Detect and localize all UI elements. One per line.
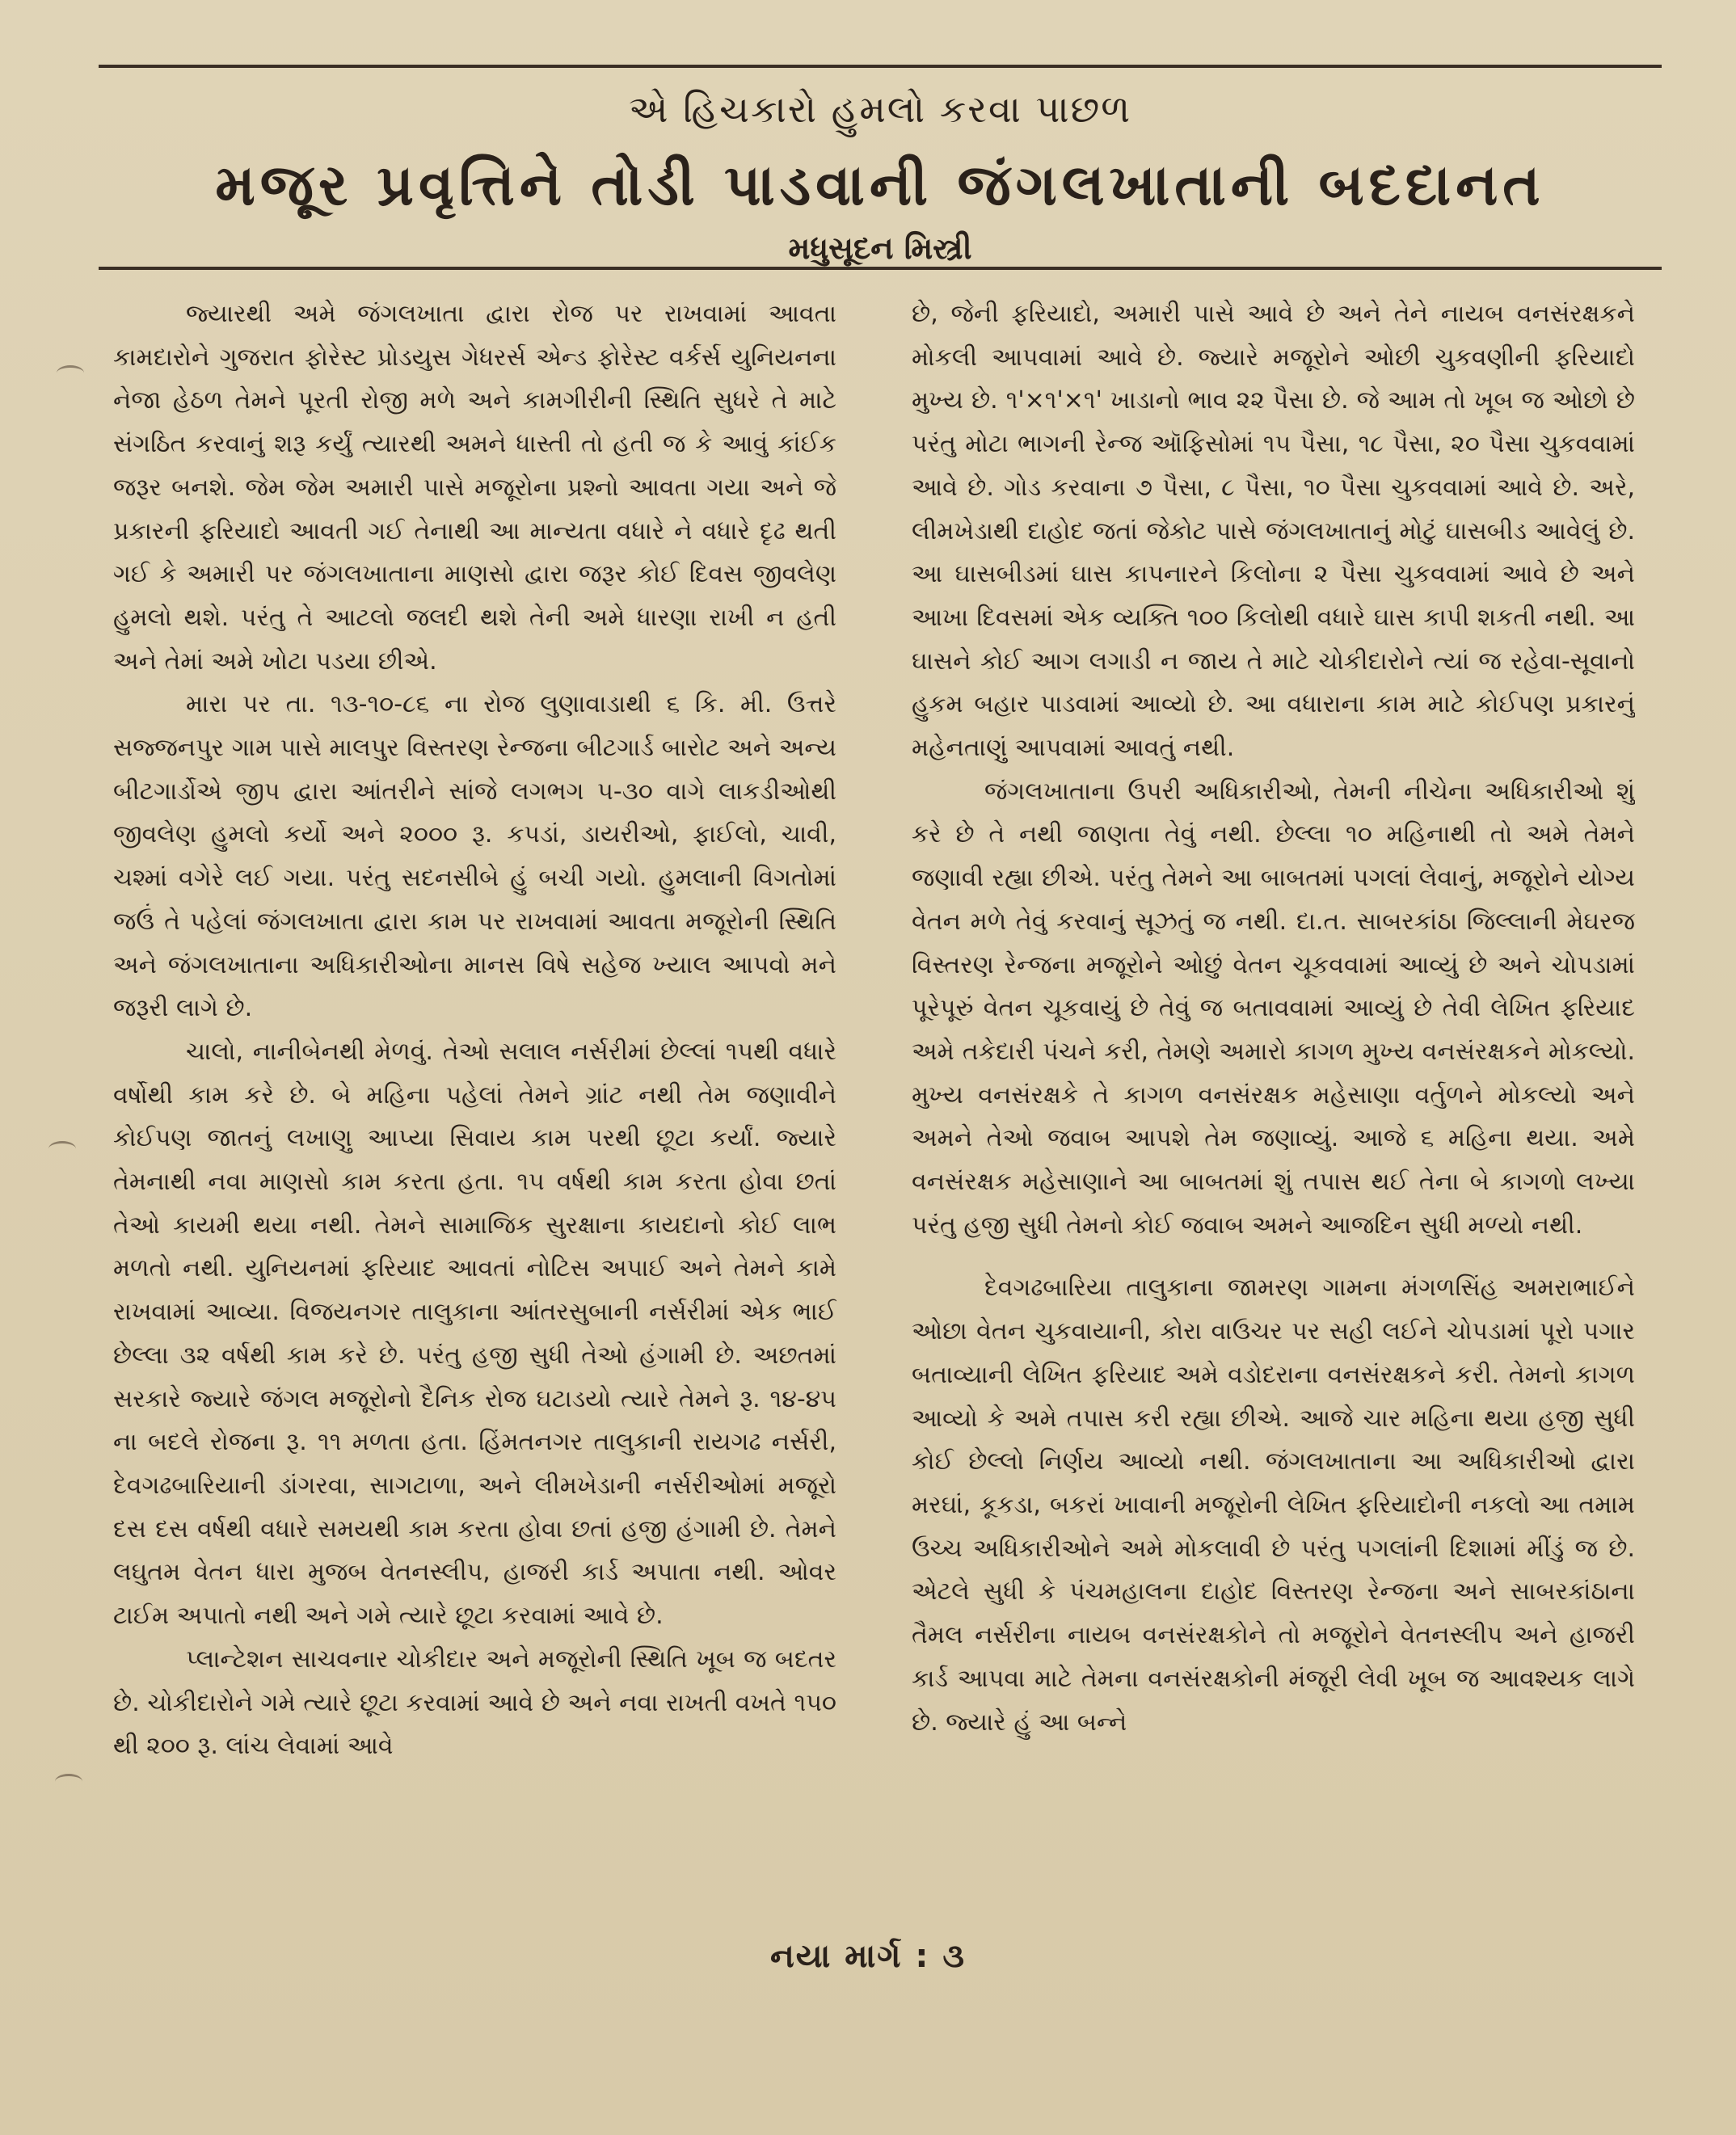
byline-rule — [99, 267, 1662, 270]
article-column-right — [912, 293, 1635, 1901]
punch-hole-mark — [55, 1774, 82, 1789]
article-column-left — [113, 293, 836, 1901]
page-footer: નયા માર્ગ : ૩ — [769, 1938, 966, 1975]
article-byline: મધુસૂદન મિસ્ત્રી — [788, 230, 972, 266]
paragraph: ચાલો, નાનીબેનથી મેળવું. તેઓ સલાલ નર્સરીમાં છેલ્લાં ૧૫થી વધારે વર્ષોથી કામ કરે છે. બે મહિના પહેલાં તેમને ગ્રાંટ નથી તેમ જણાવીને કોઈપણ જાતનું લખાણુ આપ્યા સિવાય કામ પરથી છૂટા કર્યાં. જ્યારે તેમનાથી નવા માણસો કામ કરતા હતા. ૧૫ વર્ષથી કામ કરતા હોવા છતાં તેઓ કાયમી થયા નથી. તેમને સામાજિક સુરક્ષાના કાયદાનો કોઈ લાભ મળતો નથી. યુનિયનમાં ફરિયાદ આવતાં નોટિસ અપાઈ અને તેમને કામે રાખવામાં આવ્યા. વિજયનગર તાલુકાના આંતરસુબાની નર્સરીમાં એક ભાઈ છેલ્લા ૩૨ વર્ષથી કામ કરે છે. પરંતુ હજી સુધી તેઓ હંગામી છે. અછતમાં સરકારે જ્યારે જંગલ મજૂરોનો દૈનિક રોજ ઘટાડયો ત્યારે તેમને રૂ. ૧૪-૪૫ ના બદલે રોજના રૂ. ૧૧ મળતા હતા. હિંમતનગર તાલુકાની રાયગઢ નર્સરી, દેવગઢબારિયાની ડાંગરવા, સાગટાળા, અને લીમખેડાની નર્સરીઓમાં મજૂરો દસ દસ વર્ષથી વધારે સમયથી કામ કરતા હોવા છતાં હજી હંગામી છે. તેમને લઘુતમ વેતન ધારા મુજબ વેતનસ્લીપ, હાજરી કાર્ડ અપાતા નથી. ઓવર ટાઈમ અપાતો નથી અને ગમે ત્યારે છૂટા કરવામાં આવે છે. — [113, 1037, 836, 1631]
paragraph: દેવગઢબારિયા તાલુકાના જામરણ ગામના મંગળસિંહ અમરાભાઈને ઓછા વેતન ચુકવાયાની, કોરા વાઉચર પર સહી લઈને ચોપડામાં પૂરો પગાર બતાવ્યાની લેખિત ફરિયાદ અમે વડોદરાના વનસંરક્ષકને કરી. તેમનો કાગળ આવ્યો કે અમે તપાસ કરી રહ્યા છીએ. આજે ચાર મહિના થયા હજી સુધી કોઈ છેલ્લો નિર્ણય આવ્યો નથી. જંગલખાતાના આ અધિકારીઓ દ્વારા મરઘાં, કૂકડા, બકરાં ખાવાની મજૂરોની લેખિત ફરિયાદોની નકલો આ તમામ ઉચ્ચ અધિકારીઓને અમે મોકલાવી છે પરંતુ પગલાંની દિશામાં મીંડું જ છે. એટલે સુધી કે પંચમહાલના દાહોદ વિસ્તરણ રેન્જના અને સાબરકાંઠાના તૈમલ નર્સરીના નાયબ વનસંરક્ષકોને તો મજૂરોને વેતનસ્લીપ અને હાજરી કાર્ડ આપવા માટે તેમના વનસંરક્ષકોની મંજૂરી લેવી ખૂબ જ આવશ્યક લાગે છે. જ્યારે હું આ બન્ને — [912, 1274, 1635, 1737]
article-kicker: એ હિચકારો હુમલો કરવા પાછળ — [628, 87, 1132, 131]
top-rule — [99, 65, 1662, 68]
punch-hole-mark — [57, 365, 84, 381]
paragraph: જ્યારથી અમે જંગલખાતા દ્વારા રોજ પર રાખવામાં આવતા કામદારોને ગુજરાત ફોરેસ્ટ પ્રોડયુસ ગેધરર્સ એન્ડ ફોરેસ્ટ વર્કર્સ યુનિયનના નેજા હેઠળ તેમને પૂરતી રોજી મળે અને કામગીરીની સ્થિતિ સુધરે તે માટે સંગઠિત કરવાનું શરૂ કર્યું ત્યારથી અમને ધાસ્તી તો હતી જ કે આવું કાંઈક જરૂર બનશે. જેમ જેમ અમારી પાસે મજૂરોના પ્રશ્નો આવતા ગયા અને જે પ્રકારની ફરિયાદો આવતી ગઈ તેનાથી આ માન્યતા વધારે ને વધારે દૃઢ થતી ગઈ કે અમારી પર જંગલખાતાના માણસો દ્વારા જરૂર કોઈ દિવસ જીવલેણ હુમલો થશે. પરંતુ તે આટલો જલદી થશે તેની અમે ધારણા રાખી ન હતી અને તેમાં અમે ખોટા પડયા છીએ. — [113, 300, 836, 676]
paragraph: છે, જેની ફરિયાદો, અમારી પાસે આવે છે અને તેને નાયબ વનસંરક્ષકને મોકલી આપવામાં આવે છે. જ્યારે મજૂરોને ઓછી ચુકવણીની ફરિયાદો મુખ્ય છે. ૧'×૧'×૧' ખાડાનો ભાવ ૨૨ પૈસા છે. જે આમ તો ખૂબ જ ઓછો છે પરંતુ મોટા ભાગની રેન્જ ઑફિસોમાં ૧૫ પૈસા, ૧૮ પૈસા, ૨૦ પૈસા ચુકવવામાં આવે છે. ગોડ કરવાના ૭ પૈસા, ૮ પૈસા, ૧૦ પૈસા ચુકવવામાં આવે છે. અરે, લીમખેડાથી દાહોદ જતાં જેકોટ પાસે જંગલખાતાનું મોટું ઘાસબીડ આવેલું છે. આ ઘાસબીડમાં ઘાસ કાપનારને કિલોના ૨ પૈસા ચુકવવામાં આવે છે અને આખા દિવસમાં એક વ્યક્તિ ૧૦૦ કિલોથી વધારે ઘાસ કાપી શકતી નથી. આ ઘાસને કોઈ આગ લગાડી ન જાય તે માટે ચોકીદારોને ત્યાં જ રહેવા-સૂવાનો હુકમ બહાર પાડવામાં આવ્યો છે. આ વધારાના કામ માટે કોઈપણ પ્રકારનું મહેનતાણું આપવામાં આવતું નથી. — [912, 300, 1635, 763]
article-headline: મજૂર પ્રવૃત્તિને તોડી પાડવાની જંગલખાતાની બદદાનત — [215, 152, 1545, 218]
punch-hole-mark — [48, 1141, 76, 1156]
paragraph: પ્લાન્ટેશન સાચવનાર ચોકીદાર અને મજૂરોની સ્થિતિ ખૂબ જ બદતર છે. ચોકીદારોને ગમે ત્યારે છૂટા કરવામાં આવે છે અને નવા રાખતી વખતે ૧૫૦ થી ૨૦૦ રૂ. લાંચ લેવામાં આવે — [113, 1644, 836, 1761]
paragraph: જંગલખાતાના ઉપરી અધિકારીઓ, તેમની નીચેના અધિકારીઓ શું કરે છે તે નથી જાણતા તેવું નથી. છેલ્લા ૧૦ મહિનાથી તો અમે તેમને જણાવી રહ્યા છીએ. પરંતુ તેમને આ બાબતમાં પગલાં લેવાનું, મજૂરોને યોગ્ય વેતન મળે તેવું કરવાનું સૂઝતું જ નથી. દા.ત. સાબરકાંઠા જિલ્લાની મેઘરજ વિસ્તરણ રેન્જના મજૂરોને ઓછું વેતન ચૂકવવામાં આવ્યું છે અને ચોપડામાં પૂરેપૂરું વેતન ચૂકવાયું છે તેવું જ બતાવવામાં આવ્યું છે તેવી લેખિત ફરિયાદ અમે તકેદારી પંચને કરી, તેમણે અમારો કાગળ મુખ્ય વનસંરક્ષકને મોકલ્યો. મુખ્ય વનસંરક્ષકે તે કાગળ વનસંરક્ષક મહેસાણા વર્તુળને મોકલ્યો અને અમને તેઓ જવાબ આપશે તેમ જણાવ્યું. આજે ૬ મહિના થયા. અમે વનસંરક્ષક મહેસાણાને આ બાબતમાં શું તપાસ થઈ તેના બે કાગળો લખ્યા પરંતુ હજી સુધી તેમનો કોઈ જવાબ અમને આજદિન સુધી મળ્યો નથી. — [912, 777, 1635, 1240]
paragraph: મારા પર તા. ૧૩-૧૦-૮૬ ના રોજ લુણાવાડાથી ૬ કિ. મી. ઉત્તરે સજ્જનપુર ગામ પાસે માલપુર વિસ્તરણ રેન્જના બીટગાર્ડ બારોટ અને અન્ય બીટગાર્ડોએ જીપ દ્વારા આંતરીને સાંજે લગભગ ૫-૩૦ વાગે લાકડીઓથી જીવલેણ હુમલો કર્યો અને ૨૦૦૦ રૂ. કપડાં, ડાયરીઓ, ફાઈલો, ચાવી, ચશ્માં વગેરે લઈ ગયા. પરંતુ સદનસીબે હું બચી ગયો. હુમલાની વિગતોમાં જઉં તે પહેલાં જંગલખાતા દ્વારા કામ પર રાખવામાં આવતા મજૂરોની સ્થિતિ અને જંગલખાતાના અધિકારીઓના માનસ વિષે સહેજ ખ્યાલ આપવો મને જરૂરી લાગે છે. — [113, 690, 836, 1023]
